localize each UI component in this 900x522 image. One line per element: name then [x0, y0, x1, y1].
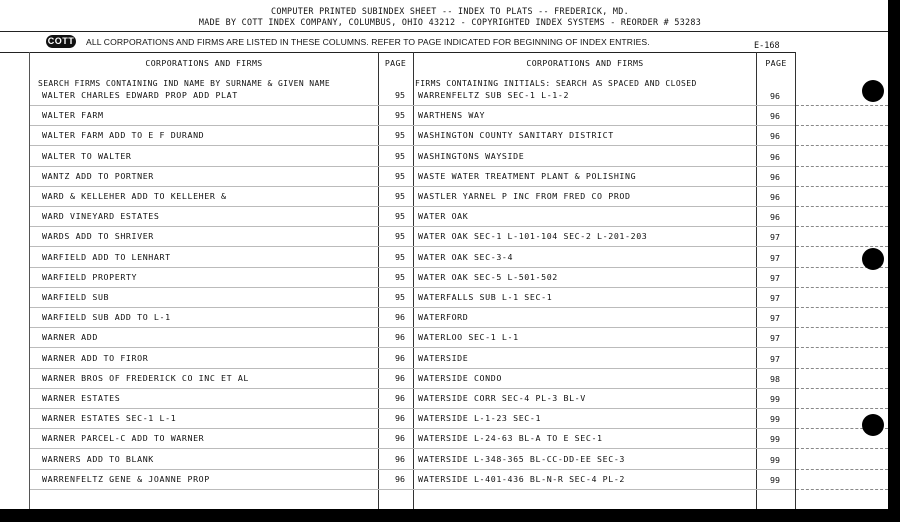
right-entry-name: WATERSIDE L-401-436 BL-N-R SEC-4 PL-2 — [418, 473, 626, 484]
right-entry-name: WATERSIDE CORR SEC-4 PL-3 BL-V — [418, 393, 586, 403]
left-entry-page: 95 — [395, 211, 405, 222]
left-entry-name: WARRENFELTZ GENE & JOANNE PROP — [42, 473, 210, 484]
left-entry-page: 95 — [395, 231, 405, 242]
left-entry-name: WARDS ADD TO SHRIVER — [42, 231, 154, 242]
right-entry-page: 98 — [770, 373, 780, 384]
right-page-rule — [756, 52, 757, 509]
left-entry-page: 96 — [395, 413, 405, 424]
right-entry-name: WASHINGTON COUNTY SANITARY DISTRICT — [418, 130, 614, 141]
left-entry-page: 96 — [395, 473, 405, 484]
margin-dash — [796, 448, 888, 449]
margin-dash — [796, 489, 888, 490]
left-entry-name: WARNER BROS OF FREDERICK CO INC ET AL — [42, 372, 250, 383]
margin-dash — [796, 145, 888, 146]
row-divider — [30, 267, 795, 268]
left-entry-page: 95 — [395, 251, 405, 262]
right-entry-page: 96 — [770, 212, 780, 223]
right-entry-page: 99 — [770, 434, 780, 445]
row-divider — [30, 287, 795, 288]
row-divider — [30, 368, 795, 369]
margin-dash — [796, 226, 888, 227]
left-entry-page: 95 — [395, 191, 405, 201]
left-entry-page: 96 — [395, 453, 405, 464]
scan-bottom-edge — [0, 509, 900, 522]
left-entry-name: WALTER FARM ADD TO E F DURAND — [42, 130, 205, 141]
margin-dash — [796, 408, 888, 409]
right-entry-name: WATER OAK SEC-3-4 — [418, 251, 514, 262]
margin-dash — [796, 327, 888, 328]
left-entry-name: WALTER FARM — [42, 110, 104, 121]
left-entry-page: 96 — [395, 433, 405, 444]
row-divider — [30, 448, 795, 449]
left-entry-page: 96 — [395, 352, 405, 363]
left-entry-name: WARFIELD PROPERTY — [42, 271, 138, 282]
sheet-number: E-168 — [754, 41, 780, 51]
row-divider — [30, 408, 795, 409]
margin-dash — [796, 186, 888, 187]
right-entry-name: WASHINGTONS WAYSIDE — [418, 150, 525, 161]
row-divider — [30, 489, 795, 490]
right-entry-page: 97 — [770, 293, 780, 303]
right-entry-page: 97 — [770, 252, 780, 263]
right-entry-page: 96 — [770, 131, 780, 142]
row-divider — [30, 125, 795, 126]
right-entry-page: 96 — [770, 91, 780, 101]
notice-text: ALL CORPORATIONS AND FIRMS ARE LISTED IN THESE COLUMNS. REFER TO PAGE INDICATED FOR BEGINNING OF INDEX ENTRIES. — [86, 37, 650, 47]
right-column-heading: CORPORATIONS AND FIRMS — [526, 58, 644, 68]
row-divider — [30, 186, 795, 187]
left-entry-name: WARNER ADD TO FIROR — [42, 352, 149, 363]
right-entry-page: 97 — [770, 313, 780, 324]
left-entry-name: WALTER TO WALTER — [42, 150, 132, 161]
right-entry-name: WATERSIDE L-1-23 SEC-1 — [418, 413, 542, 424]
right-entry-name: WATERLOO SEC-1 L-1 — [418, 332, 519, 343]
right-entry-page: 99 — [770, 474, 780, 485]
right-entry-name: WASTLER YARNEL P INC FROM FRED CO PROD — [418, 191, 631, 201]
right-entry-name: WATER OAK SEC-5 L-501-502 — [418, 271, 558, 282]
left-entry-page: 95 — [395, 150, 405, 161]
right-entry-page: 97 — [770, 353, 780, 364]
right-entry-name: WARTHENS WAY — [418, 110, 486, 121]
margin-dash — [796, 388, 888, 389]
right-entry-name: WASTE WATER TREATMENT PLANT & POLISHING — [418, 170, 637, 181]
right-entry-page: 97 — [770, 272, 780, 283]
right-entry-page: 96 — [770, 151, 780, 162]
left-entry-name: WALTER CHARLES EDWARD PROP ADD PLAT — [42, 90, 238, 100]
left-entry-name: WARD & KELLEHER ADD TO KELLEHER & — [42, 191, 227, 201]
right-entry-name: WATERSIDE L-348-365 BL-CC-DD-EE SEC-3 — [418, 453, 626, 464]
left-entry-name: WARNERS ADD TO BLANK — [42, 453, 154, 464]
left-entry-name: WARNER PARCEL-C ADD TO WARNER — [42, 433, 205, 444]
left-entry-name: WANTZ ADD TO PORTNER — [42, 170, 154, 181]
margin-dash — [796, 469, 888, 470]
right-entry-page: 96 — [770, 171, 780, 182]
right-entry-name: WATERSIDE L-24-63 BL-A TO E SEC-1 — [418, 433, 603, 444]
left-entry-page: 95 — [395, 90, 405, 100]
right-entry-page: 97 — [770, 333, 780, 344]
right-page-heading: PAGE — [765, 58, 787, 68]
margin-dash — [796, 206, 888, 207]
left-entry-page: 95 — [395, 271, 405, 282]
row-divider — [30, 327, 795, 328]
right-entry-page: 99 — [770, 454, 780, 465]
sheet-header — [0, 6, 900, 28]
scan-edge — [888, 0, 900, 522]
margin-dash — [796, 166, 888, 167]
row-divider — [30, 469, 795, 470]
right-entry-page: 99 — [770, 414, 780, 425]
left-entry-page: 96 — [395, 312, 405, 323]
row-divider — [30, 145, 795, 146]
table-top-rule — [0, 52, 796, 53]
right-entry-name: WATERSIDE CONDO — [418, 372, 502, 383]
left-entry-page: 95 — [395, 292, 405, 302]
row-divider — [30, 307, 795, 308]
left-entry-page: 95 — [395, 110, 405, 121]
row-divider — [30, 105, 795, 106]
right-entry-page: 99 — [770, 394, 780, 404]
margin-dash — [796, 287, 888, 288]
margin-dash — [796, 125, 888, 126]
left-entry-page: 96 — [395, 372, 405, 383]
margin-dash — [796, 307, 888, 308]
left-entry-name: WARFIELD ADD TO LENHART — [42, 251, 171, 262]
right-entry-name: WATER OAK SEC-1 L-101-104 SEC-2 L-201-203 — [418, 231, 648, 242]
left-column-heading: CORPORATIONS AND FIRMS — [145, 58, 263, 68]
left-entry-page: 96 — [395, 332, 405, 343]
right-margin-rule — [795, 52, 796, 509]
notice-bar — [0, 35, 900, 51]
row-divider — [30, 388, 795, 389]
row-divider — [30, 347, 795, 348]
left-entry-name: WARNER ESTATES — [42, 393, 121, 403]
right-entry-name: WARRENFELTZ SUB SEC-1 L-1-2 — [418, 90, 570, 100]
row-divider — [30, 166, 795, 167]
left-entry-page: 95 — [395, 130, 405, 141]
margin-dash — [796, 347, 888, 348]
left-entry-name: WARNER ESTATES SEC-1 L-1 — [42, 413, 177, 424]
right-entry-page: 96 — [770, 192, 780, 202]
header-title: COMPUTER PRINTED SUBINDEX SHEET -- INDEX TO PLATS -- FREDERICK, MD. — [271, 6, 629, 16]
right-entry-name: WATER OAK — [418, 211, 469, 222]
right-entry-name: WATERSIDE — [418, 352, 469, 363]
cott-logo: COTT — [47, 36, 75, 46]
punch-hole — [862, 248, 884, 270]
row-divider — [30, 226, 795, 227]
left-column-subheading: SEARCH FIRMS CONTAINING IND NAME BY SURNAME & GIVEN NAME — [38, 79, 331, 88]
left-page-rule — [378, 52, 379, 509]
left-entry-name: WARD VINEYARD ESTATES — [42, 211, 160, 222]
right-entry-page: 97 — [770, 232, 780, 243]
left-entry-name: WARFIELD SUB — [42, 292, 110, 302]
row-divider — [30, 428, 795, 429]
row-divider — [30, 206, 795, 207]
left-entry-name: WARNER ADD — [42, 332, 98, 343]
right-column-subheading: FIRMS CONTAINING INITIALS: SEARCH AS SPACED AND CLOSED — [415, 79, 697, 88]
left-page-heading: PAGE — [384, 58, 407, 68]
header-divider — [0, 31, 888, 32]
punch-hole — [862, 80, 884, 102]
margin-dash — [796, 368, 888, 369]
header-publisher: MADE BY COTT INDEX COMPANY, COLUMBUS, OHIO 43212 - COPYRIGHTED INDEX SYSTEMS - REORDER # 53283 — [198, 17, 702, 27]
row-divider — [30, 246, 795, 247]
left-entry-name: WARFIELD SUB ADD TO L-1 — [42, 312, 171, 323]
left-entry-page: 95 — [395, 170, 405, 181]
punch-hole — [862, 414, 884, 436]
left-margin-rule — [29, 52, 30, 509]
right-entry-name: WATERFORD — [418, 312, 469, 323]
left-entry-page: 96 — [395, 393, 405, 403]
margin-dash — [796, 105, 888, 106]
right-entry-page: 96 — [770, 111, 780, 122]
right-entry-name: WATERFALLS SUB L-1 SEC-1 — [418, 292, 553, 302]
